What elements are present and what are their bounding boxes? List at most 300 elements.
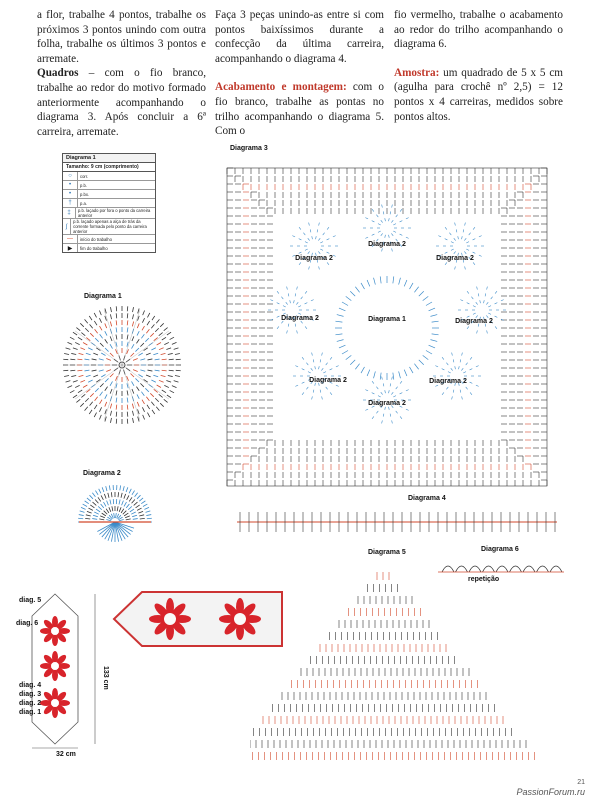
stitch-mark <box>147 313 149 317</box>
stitch-mark <box>116 342 117 347</box>
stitch-mark <box>143 415 145 420</box>
stitch-mark <box>116 405 117 410</box>
stitch-mark <box>96 348 100 351</box>
stitch-mark <box>87 511 92 513</box>
paragraph-heading: Quadros <box>37 67 79 80</box>
stitch-mark <box>175 353 180 354</box>
stitch-mark <box>426 351 432 355</box>
stitch-mark <box>111 492 112 497</box>
stitch-mark <box>305 303 308 304</box>
stitch-mark <box>105 348 109 352</box>
stitch-mark <box>110 344 113 348</box>
stitch-mark <box>290 300 291 303</box>
stitch-mark <box>85 407 88 411</box>
stitch-mark <box>116 335 117 340</box>
stitch-mark <box>99 415 101 420</box>
stitch-mark <box>393 224 396 225</box>
stitch-mark <box>383 414 384 417</box>
stitch-mark <box>327 239 330 240</box>
diagram-1-chart <box>62 305 182 425</box>
stitch-mark <box>296 302 298 304</box>
stitch-mark <box>98 506 102 509</box>
stitch-mark <box>396 387 398 389</box>
stitch-mark <box>288 324 289 327</box>
stitch-mark <box>451 242 454 243</box>
stitch-mark <box>312 236 313 239</box>
stitch-mark <box>108 493 109 498</box>
stitch-mark <box>75 342 80 344</box>
stitch-mark <box>453 390 454 393</box>
stitch-mark <box>313 390 314 393</box>
label-diag-2: diag. 2 <box>19 700 42 707</box>
flower-center <box>51 662 59 670</box>
stitch-mark <box>157 343 161 346</box>
stitch-mark <box>67 342 72 344</box>
stitch-mark <box>139 498 143 501</box>
stitch-mark <box>86 389 90 392</box>
stitch-mark <box>127 327 128 332</box>
stitch-mark <box>487 287 488 290</box>
stitch-mark <box>166 381 171 383</box>
inner-label-diagram-2: Diagrama 2 <box>429 378 467 385</box>
stitch-mark <box>455 266 456 269</box>
stitch-mark <box>479 255 482 256</box>
stitch-mark <box>466 363 468 365</box>
stitch-mark <box>64 376 69 377</box>
stitch-mark <box>140 343 144 347</box>
stitch-mark <box>66 348 71 349</box>
stitch-mark <box>374 371 376 378</box>
stitch-mark <box>319 366 320 369</box>
stitch-mark <box>339 308 345 311</box>
stitch-mark <box>70 359 75 360</box>
stitch-mark <box>150 333 154 337</box>
stitch-mark <box>84 370 89 371</box>
stitch-mark <box>123 486 124 491</box>
stitch-mark <box>381 220 383 222</box>
stitch-mark <box>346 296 352 300</box>
label-diag-5: diag. 5 <box>19 597 42 604</box>
stitch-mark <box>93 502 97 505</box>
stitch-mark <box>454 251 456 253</box>
stitch-mark <box>133 370 138 372</box>
stitch-mark <box>133 418 134 423</box>
inner-label-diagram-2: Diagrama 2 <box>368 241 406 248</box>
stitch-mark <box>164 342 169 344</box>
stitch-mark <box>132 491 135 495</box>
stitch-mark <box>99 359 104 360</box>
stitch-mark <box>392 420 393 423</box>
legend-row <box>63 190 155 199</box>
stitch-mark <box>144 507 149 509</box>
stitch-mark <box>145 388 149 392</box>
stitch-mark <box>372 234 375 235</box>
stitch-mark <box>127 412 128 417</box>
stitch-mark <box>432 321 439 322</box>
stitch-mark <box>101 353 105 356</box>
stitch-mark <box>150 393 154 397</box>
stitch-mark <box>81 507 86 509</box>
stitch-mark <box>78 337 82 340</box>
paragraph: Faça 3 peças unindo-as entre si com pontos baixíssimos durante a confecção da última carreira, acompanhando o diagrama 4. <box>215 9 384 65</box>
stitch-mark <box>127 335 128 340</box>
stitch-mark <box>79 353 84 354</box>
stitch-mark <box>305 291 307 293</box>
stitch-mark <box>283 306 286 307</box>
stitch-mark <box>89 316 92 320</box>
inner-label-diagram-2: Diagrama 2 <box>436 255 474 262</box>
label-width: 32 cm <box>56 751 76 758</box>
stitch-mark <box>170 337 174 339</box>
stitch-mark <box>326 363 328 365</box>
stitch-mark <box>305 242 308 243</box>
stitch-mark <box>157 385 161 388</box>
stitch-mark <box>147 321 150 325</box>
stitch-mark <box>446 387 448 389</box>
stitch-mark <box>110 418 111 423</box>
stitch-mark <box>99 489 101 493</box>
stitch-mark <box>523 566 535 572</box>
runner-schematic <box>10 586 110 761</box>
stitch-mark <box>119 507 121 512</box>
stitch-mark <box>333 255 336 256</box>
stitch-mark <box>308 372 311 373</box>
text-column-3 <box>394 8 563 124</box>
stitch-mark <box>123 511 127 515</box>
stitch-mark <box>160 323 164 327</box>
stitch-mark <box>466 249 469 250</box>
stitch-mark <box>491 297 493 299</box>
stitch-mark <box>88 380 92 382</box>
stitch-mark <box>392 248 393 251</box>
stitch-mark <box>495 316 498 317</box>
stitch-mark <box>110 381 113 385</box>
stitch-mark <box>337 315 344 317</box>
stitch-mark <box>295 293 296 296</box>
stitch-mark <box>326 387 328 389</box>
legend-text: fim do trabalho <box>80 245 108 251</box>
stitch-mark <box>390 383 391 386</box>
stitch-mark <box>346 355 352 359</box>
stitch-mark <box>126 519 131 520</box>
legend-symbol-icon: ○ <box>63 172 78 180</box>
paragraph: a flor, trabalhe 4 pontos, trabalhe os próximos 3 pontos unindo com outra folha, trabalhe os últimos 3 pontos e arremate. <box>37 9 206 65</box>
stitch-mark <box>330 369 333 370</box>
stitch-mark <box>110 389 112 394</box>
stitch-mark <box>83 385 87 388</box>
stitch-mark <box>90 324 93 328</box>
legend-text: p.b. <box>80 182 87 188</box>
stitch-mark <box>80 511 85 512</box>
diagram-3-chart <box>222 150 552 490</box>
stitch-mark <box>495 326 497 328</box>
stitch-mark <box>396 411 398 413</box>
stitch-mark <box>146 329 149 333</box>
stitch-mark <box>389 218 390 221</box>
stitch-mark <box>319 266 320 269</box>
stitch-mark <box>465 266 466 269</box>
stitch-mark <box>172 386 177 388</box>
stitch-mark <box>105 402 107 407</box>
stitch-mark <box>378 224 381 225</box>
stitch-mark <box>464 238 466 240</box>
stitch-mark <box>464 251 466 253</box>
stitch-mark <box>138 353 142 356</box>
stitch-mark <box>141 392 144 396</box>
symbol-legend <box>62 153 156 253</box>
stitch-mark <box>127 320 128 325</box>
stitch-mark <box>442 392 444 394</box>
stitch-mark <box>466 387 468 389</box>
label-diag-1: diag. 1 <box>19 709 42 716</box>
stitch-mark <box>318 238 320 240</box>
stitch-mark <box>137 495 140 499</box>
stitch-mark <box>90 495 93 499</box>
stitch-mark <box>88 508 92 510</box>
petal-divider <box>104 310 122 365</box>
stitch-mark <box>85 319 88 323</box>
stitch-mark <box>142 326 145 330</box>
stitch-mark <box>306 363 308 365</box>
stitch-mark <box>320 242 323 243</box>
stitch-mark <box>473 262 475 264</box>
stitch-mark <box>389 390 390 393</box>
stitch-mark <box>126 487 128 492</box>
legend-text: p.bx. <box>80 191 90 197</box>
stitch-mark <box>299 252 302 253</box>
stitch-mark <box>460 390 461 393</box>
stitch-mark <box>134 502 138 505</box>
stitch-mark <box>92 370 97 371</box>
stitch-mark <box>102 513 106 516</box>
stitch-mark <box>463 372 466 373</box>
stitch-mark <box>114 513 115 518</box>
stitch-mark <box>141 334 144 338</box>
stitch-mark <box>287 330 288 333</box>
stitch-mark <box>170 390 174 392</box>
stitch-mark <box>432 334 439 335</box>
stitch-mark <box>320 390 321 393</box>
stitch-mark <box>400 209 402 211</box>
stitch-mark <box>86 375 91 377</box>
stitch-mark <box>438 236 441 237</box>
stitch-mark <box>100 400 103 404</box>
stitch-mark <box>477 330 478 333</box>
stitch-mark <box>138 511 143 513</box>
stitch-mark <box>470 357 472 359</box>
stitch-mark <box>75 385 80 387</box>
stitch-mark <box>372 209 374 211</box>
stitch-mark <box>137 508 141 510</box>
stitch-mark <box>323 372 326 373</box>
stitch-mark <box>303 233 305 235</box>
stitch-mark <box>161 375 166 376</box>
stitch-mark <box>86 338 90 341</box>
stitch-mark <box>321 368 323 370</box>
stitch-mark <box>295 385 298 386</box>
stitch-mark <box>120 485 121 490</box>
stitch-mark <box>301 297 303 299</box>
stitch-mark <box>297 330 298 333</box>
stitch-mark <box>143 504 147 506</box>
stitch-mark <box>452 396 453 399</box>
stitch-mark <box>299 262 301 264</box>
legend-symbol-icon: — <box>63 235 78 243</box>
stitch-mark <box>399 371 401 378</box>
stitch-mark <box>73 381 78 383</box>
legend-symbol-icon: † <box>63 199 78 207</box>
stitch-mark <box>110 411 111 416</box>
stitch-mark <box>311 368 313 370</box>
stitch-mark <box>106 370 111 372</box>
stitch-mark <box>105 323 107 328</box>
stitch-mark <box>110 373 114 377</box>
stitch-mark <box>147 405 150 409</box>
stitch-mark <box>380 276 381 283</box>
stitch-mark <box>84 359 89 360</box>
stitch-mark <box>100 392 103 396</box>
stitch-mark <box>426 302 432 306</box>
stitch-mark <box>488 313 491 314</box>
stitch-mark <box>155 370 160 371</box>
stitch-mark <box>448 372 451 373</box>
stitch-mark <box>135 493 138 497</box>
stitch-mark <box>174 348 179 349</box>
stitch-mark <box>160 403 164 407</box>
petal-divider <box>104 365 122 420</box>
stitch-mark <box>466 242 469 243</box>
stitch-mark <box>295 366 298 367</box>
stitch-mark <box>93 353 98 355</box>
stitch-mark <box>100 343 104 347</box>
stitch-mark <box>85 398 89 402</box>
diagram-4-chart <box>232 507 562 537</box>
stitch-mark <box>141 501 145 504</box>
stitch-mark <box>372 416 374 418</box>
legend-row <box>63 199 155 208</box>
stitch-mark <box>302 369 305 370</box>
label-diag-4: diag. 4 <box>19 682 42 689</box>
stitch-mark <box>152 316 155 320</box>
stitch-mark <box>137 402 139 407</box>
repeat-label: repetição <box>468 576 500 583</box>
stitch-mark <box>146 511 151 512</box>
stitch-mark <box>400 416 402 418</box>
stitch-mark <box>89 410 92 414</box>
stitch-mark <box>98 497 101 501</box>
stitch-mark <box>495 303 498 304</box>
stitch-mark <box>473 252 476 253</box>
stitch-mark <box>129 497 132 501</box>
stitch-mark <box>64 353 69 354</box>
stitch-mark <box>119 519 124 520</box>
stitch-mark <box>90 402 93 406</box>
stitch-mark <box>130 353 134 357</box>
stitch-mark <box>140 383 144 387</box>
legend-row <box>63 208 155 219</box>
stitch-mark <box>125 516 130 518</box>
stitch-mark <box>99 407 101 412</box>
text-column-2 <box>215 8 384 139</box>
stitch-mark <box>104 494 106 499</box>
stitch-mark <box>71 353 76 354</box>
stitch-mark <box>320 249 323 250</box>
stitch-mark <box>99 318 101 323</box>
stitch-mark <box>309 223 310 226</box>
stitch-mark <box>136 505 140 508</box>
stitch-mark <box>79 375 84 376</box>
stitch-mark <box>350 291 355 296</box>
stitch-mark <box>297 287 298 290</box>
stitch-mark <box>76 328 80 331</box>
stitch-mark <box>172 342 177 344</box>
stitch-mark <box>101 495 103 499</box>
stitch-mark <box>139 515 144 516</box>
stitch-mark <box>159 348 164 350</box>
stitch-mark <box>94 405 97 409</box>
stitch-mark <box>110 322 111 327</box>
stitch-mark <box>136 387 139 391</box>
stitch-mark <box>95 329 98 333</box>
stitch-mark <box>132 336 134 341</box>
stitch-mark <box>130 509 134 512</box>
diagram-5-label: Diagrama 5 <box>368 549 406 556</box>
stitch-mark <box>361 283 365 289</box>
stitch-mark <box>92 493 95 497</box>
diagram-2-chart <box>65 482 165 544</box>
paragraph: fio vermelho, trabalhe o acabamento ao redor do trilho acompanhando o diagrama 6. <box>394 9 563 51</box>
page-number: 21 <box>577 779 585 786</box>
stitch-mark <box>327 252 330 253</box>
stitch-mark <box>107 501 109 506</box>
stitch-mark <box>452 353 453 356</box>
legend-title: Diagrama 1 <box>63 154 155 163</box>
stitch-mark <box>73 395 77 398</box>
stitch-mark <box>106 519 111 520</box>
stitch-mark <box>96 379 100 382</box>
stitch-mark <box>159 380 164 382</box>
stitch-mark <box>327 227 329 229</box>
stitch-mark <box>119 500 120 505</box>
stitch-mark <box>479 236 482 237</box>
stitch-mark <box>380 373 381 380</box>
diagram-1-label: Diagrama 1 <box>84 293 122 300</box>
stitch-mark <box>495 291 497 293</box>
stitch-mark <box>469 566 481 572</box>
stitch-mark <box>70 390 74 392</box>
stitch-mark <box>116 320 117 325</box>
stitch-mark <box>462 396 463 399</box>
stitch-mark <box>166 348 171 350</box>
stitch-mark <box>143 310 145 315</box>
stitch-mark <box>470 369 473 370</box>
text-column-1 <box>37 8 206 139</box>
stitch-mark <box>550 566 562 572</box>
stitch-mark <box>453 359 454 362</box>
stitch-mark <box>127 398 128 403</box>
stitch-mark <box>94 313 96 317</box>
stitch-mark <box>461 368 463 370</box>
stitch-mark <box>465 223 466 226</box>
stitch-mark <box>389 235 390 238</box>
legend-row <box>63 219 155 235</box>
stitch-mark <box>333 236 336 237</box>
stitch-mark <box>423 296 429 300</box>
stitch-mark <box>137 394 139 398</box>
stitch-mark <box>484 300 485 303</box>
stitch-mark <box>80 380 85 382</box>
square-outline <box>227 168 547 486</box>
